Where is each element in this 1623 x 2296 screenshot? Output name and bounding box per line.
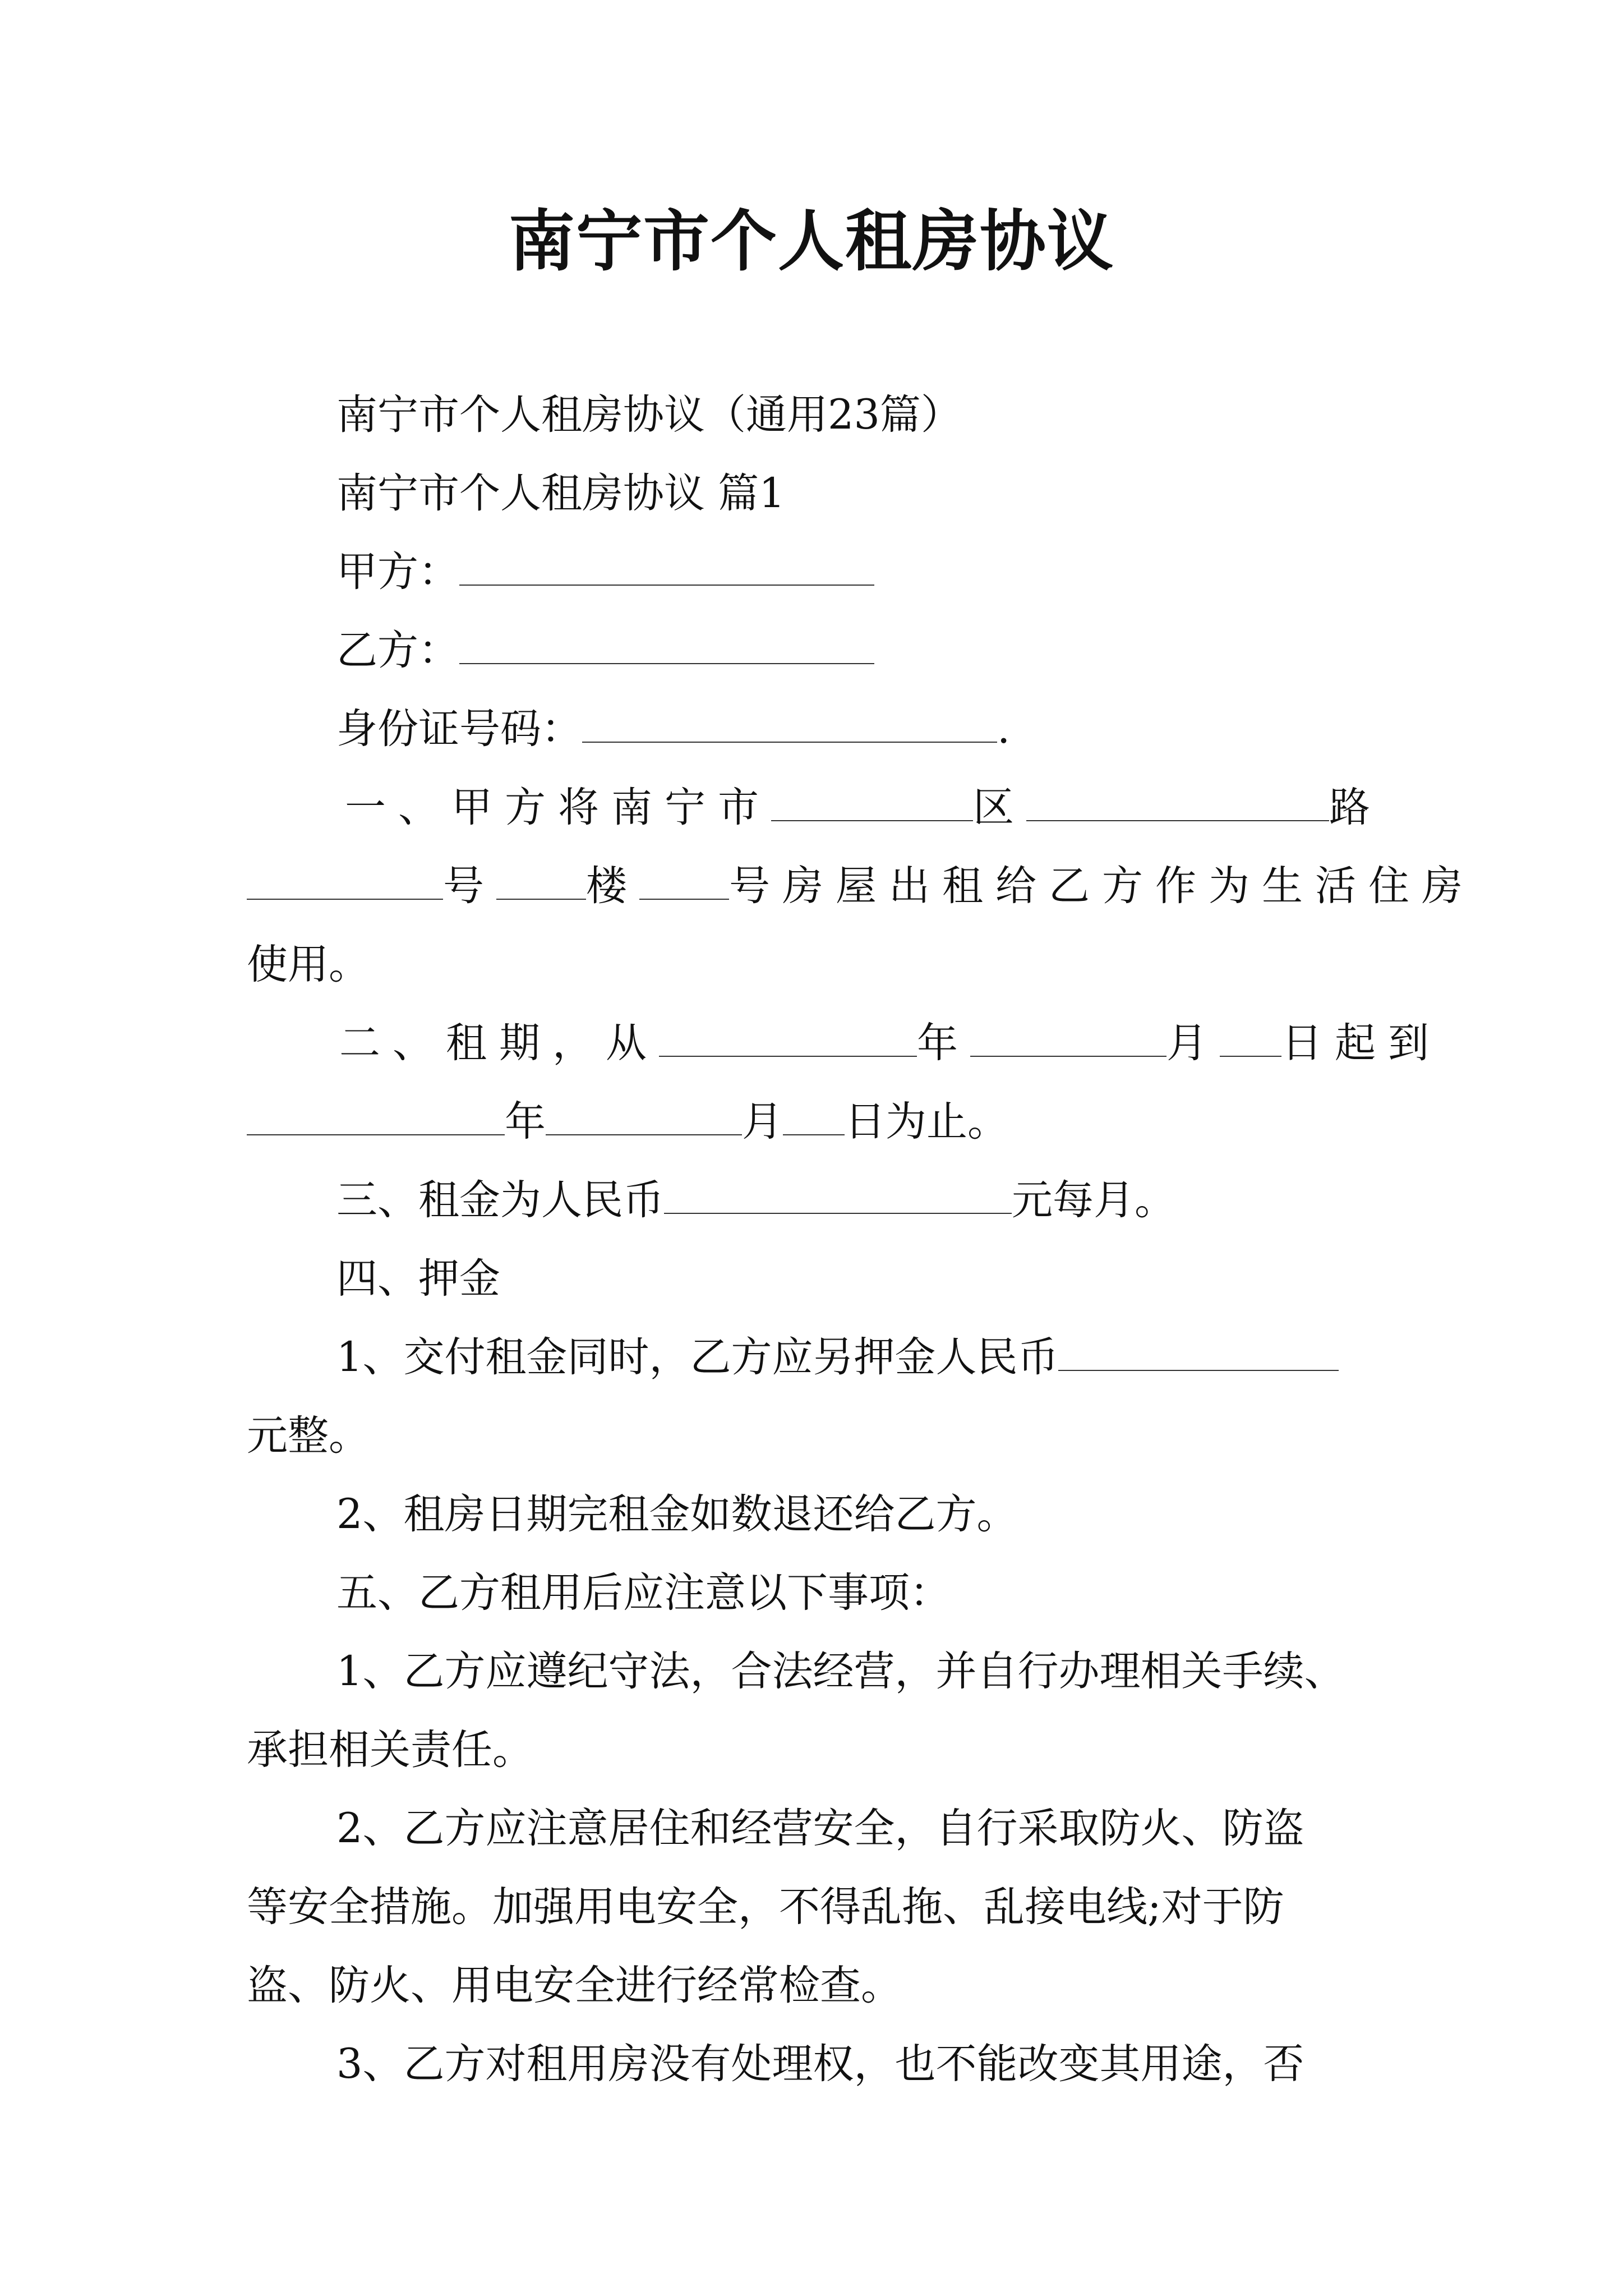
clause-4-1-text-a: 1、交付租金同时，乙方应另押金人民币 [336,1333,1059,1381]
clause-2-text-f: 月 [742,1098,783,1145]
rent-amount-blank [664,1178,1012,1214]
clause-2-text-g: 日为止。 [845,1098,1008,1145]
number-blank [247,864,443,900]
party-a-line [336,544,874,600]
district-blank [771,785,973,821]
end-year-blank [247,1099,505,1135]
end-month-blank [546,1099,742,1135]
clause-5-2-line-1: 2、乙方应注意居住和经营安全，自行采取防火、防盗 [336,1805,1304,1852]
clause-1-text-f: 号房屋出租给乙方作为生活住房 [729,862,1475,910]
clause-2-text-d: 日起到 [1281,1019,1441,1067]
clause-3-line [336,1172,1175,1228]
clause-4-1-line-2: 元整。 [247,1412,370,1460]
party-b-line [336,623,874,679]
start-year-blank [659,1021,917,1057]
clause-5-1-line-2: 承担相关责任。 [247,1726,533,1774]
id-number-line [336,701,1010,757]
chapter-heading: 南宁市个人租房协议 篇1 [336,470,785,517]
clause-4-2-line: 2、租房日期完租金如数退还给乙方。 [336,1490,1018,1538]
party-a-label: 甲方： [336,548,459,596]
deposit-amount-blank [1058,1335,1339,1371]
clause-1-line-3: 使用。 [247,941,370,988]
clause-2-text-a: 二、租期，从 [339,1019,659,1067]
clause-5-2-line-2: 等安全措施。加强用电安全，不得乱拖、乱接电线;对于防 [247,1883,1284,1931]
clause-1-text-b: 区 [973,784,1026,831]
clause-2-text-c: 月 [1166,1019,1220,1067]
clause-1-line-2 [247,858,1475,914]
party-b-label: 乙方： [336,627,459,674]
clause-2-line-1 [339,1015,1441,1071]
clause-4-heading: 四、押金 [336,1255,500,1303]
start-day-blank [1220,1021,1281,1057]
clause-2-line-2 [247,1094,1008,1150]
clause-5-heading: 五、乙方租用后应注意以下事项： [336,1569,951,1617]
clause-1-text-e: 楼 [586,862,639,910]
clause-3-text-b: 元每月。 [1012,1176,1175,1224]
room-blank [639,864,729,900]
clause-3-text-a: 三、租金为人民币 [336,1176,664,1224]
party-b-blank [459,628,874,664]
clause-5-1-line-1: 1、乙方应遵纪守法，合法经营，并自行办理相关手续、 [336,1648,1345,1695]
clause-1-line-1 [345,780,1382,836]
party-a-blank [459,550,874,586]
end-day-blank [783,1099,845,1135]
start-month-blank [970,1021,1166,1057]
clause-5-3-line-1: 3、乙方对租用房没有处理权，也不能改变其用途，否 [336,2040,1304,2088]
building-blank [496,864,586,900]
clause-5-2-line-3: 盗、防火、用电安全进行经常检查。 [247,1962,902,2009]
id-number-end: . [997,705,1011,753]
road-blank [1026,785,1329,821]
clause-1-text-c: 路 [1329,784,1382,831]
clause-2-text-b: 年 [917,1019,970,1067]
id-number-label: 身份证号码： [336,705,582,753]
clause-2-text-e: 年 [505,1098,546,1145]
subtitle: 南宁市个人租房协议（通用23篇） [336,391,962,439]
clause-1-text-a: 一、甲方将南宁市 [345,784,771,831]
clause-1-text-d: 号 [443,862,496,910]
id-number-blank [582,707,997,743]
document-title: 南宁市个人租房协议 [508,202,1114,280]
clause-4-1-line-1 [336,1329,1339,1386]
